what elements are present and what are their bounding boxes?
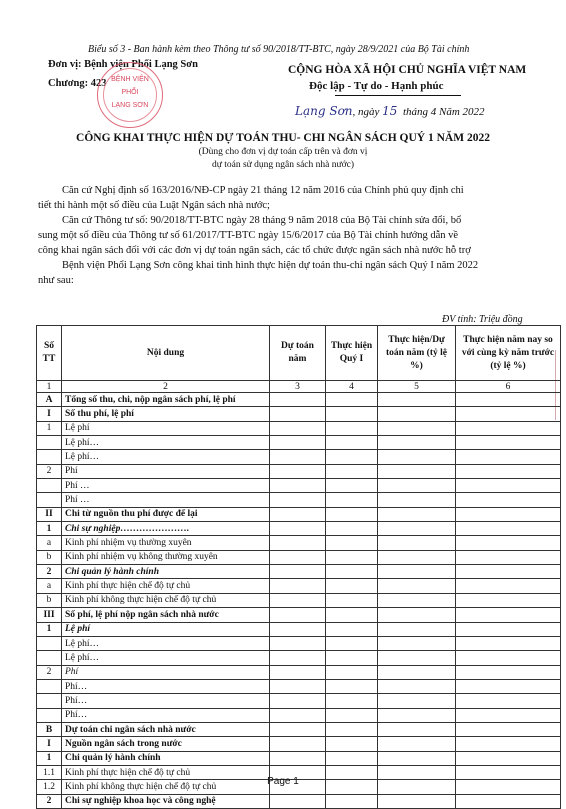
row-actual-vs-estimate (378, 622, 456, 636)
row-actual-vs-estimate (378, 464, 456, 478)
row-annual-estimate (270, 450, 326, 464)
row-annual-estimate (270, 493, 326, 507)
row-stt: 1.2 (37, 780, 62, 794)
row-annual-estimate (270, 464, 326, 478)
row-q1-actual (326, 536, 378, 550)
row-yoy (456, 507, 561, 521)
table-row (37, 708, 561, 722)
table-row (37, 393, 561, 407)
row-q1-actual (326, 479, 378, 493)
row-actual-vs-estimate (378, 579, 456, 593)
motto-underline (335, 95, 461, 96)
row-actual-vs-estimate (378, 407, 456, 421)
row-actual-vs-estimate (378, 794, 456, 808)
row-content: Kinh phí nhiệm vụ không thường xuyên (62, 550, 270, 564)
table-row (37, 579, 561, 593)
document-subtitle-2: dự toán sử dụng ngân sách nhà nước) (211, 160, 355, 170)
table-row (37, 593, 561, 607)
row-stt: 2 (37, 665, 62, 679)
row-annual-estimate (270, 507, 326, 521)
colnum-4: 4 (326, 381, 378, 393)
row-q1-actual (326, 550, 378, 564)
chapter-label: Chương: 423 (48, 78, 107, 89)
row-content: Số phí, lệ phí nộp ngân sách nhà nước (62, 608, 270, 622)
row-content: Chi quản lý hành chính (62, 751, 270, 765)
unit-name: Đơn vị: Bệnh viện Phổi Lạng Sơn (48, 59, 198, 70)
row-actual-vs-estimate (378, 708, 456, 722)
row-actual-vs-estimate (378, 593, 456, 607)
row-stt: a (37, 579, 62, 593)
table-row (37, 536, 561, 550)
row-annual-estimate (270, 536, 326, 550)
row-stt (37, 493, 62, 507)
table-row (37, 407, 561, 421)
row-annual-estimate (270, 407, 326, 421)
row-actual-vs-estimate (378, 679, 456, 693)
table-row (37, 751, 561, 765)
table-row (37, 665, 561, 679)
colnum-6: 6 (456, 381, 561, 393)
row-q1-actual (326, 651, 378, 665)
header-q1-actual: Thực hiện Quý I (326, 326, 378, 381)
row-q1-actual (326, 393, 378, 407)
table-row (37, 608, 561, 622)
row-q1-actual (326, 708, 378, 722)
row-stt: B (37, 722, 62, 736)
row-yoy (456, 679, 561, 693)
header-annual-estimate: Dự toán năm (270, 326, 326, 381)
row-yoy (456, 393, 561, 407)
row-yoy (456, 622, 561, 636)
row-content: Kinh phí không thực hiện chế độ tự chủ (62, 593, 270, 607)
table-row (37, 651, 561, 665)
row-stt: a (37, 536, 62, 550)
row-stt: A (37, 393, 62, 407)
row-actual-vs-estimate (378, 550, 456, 564)
column-number-row (37, 381, 561, 393)
row-annual-estimate (270, 737, 326, 751)
row-q1-actual (326, 608, 378, 622)
row-q1-actual (326, 694, 378, 708)
document-title: CÔNG KHAI THỰC HIỆN DỰ TOÁN THU- CHI NGÂN SÁCH QUÝ 1 NĂM 2022 (76, 132, 490, 144)
row-actual-vs-estimate (378, 737, 456, 751)
table-row (37, 450, 561, 464)
row-content: Phí (62, 665, 270, 679)
colnum-5: 5 (378, 381, 456, 393)
page-number: Page 1 (267, 776, 299, 787)
row-stt: 1 (37, 522, 62, 536)
row-stt (37, 679, 62, 693)
row-yoy (456, 464, 561, 478)
row-q1-actual (326, 436, 378, 450)
row-content: Kinh phí không thực hiện chế độ tự chủ (62, 780, 270, 794)
document-subtitle-1: (Dùng cho đơn vị dự toán cấp trên và đơn vị (198, 147, 368, 157)
colnum-3: 3 (270, 381, 326, 393)
row-annual-estimate (270, 708, 326, 722)
row-content: Chi sự nghiệp…………………. (62, 522, 270, 536)
row-yoy (456, 565, 561, 579)
row-q1-actual (326, 450, 378, 464)
row-content: Lệ phí… (62, 636, 270, 650)
row-yoy (456, 694, 561, 708)
row-yoy (456, 493, 561, 507)
header-actual-vs-estimate: Thực hiện/Dự toán năm (tỷ lệ %) (378, 326, 456, 381)
row-stt (37, 651, 62, 665)
row-yoy (456, 407, 561, 421)
row-q1-actual (326, 593, 378, 607)
row-q1-actual (326, 622, 378, 636)
table-header-row (37, 326, 561, 381)
row-q1-actual (326, 665, 378, 679)
row-yoy (456, 579, 561, 593)
row-yoy (456, 421, 561, 435)
row-yoy (456, 651, 561, 665)
paragraph-2-line-3: công khai ngân sách đối với các đơn vị dự toán ngân sách, các tổ chức được ngân sách nhà nước hỗ trợ (38, 245, 471, 256)
row-actual-vs-estimate (378, 608, 456, 622)
row-content: Tổng số thu, chi, nộp ngân sách phí, lệ phí (62, 393, 270, 407)
row-content: Kinh phí thực hiện chế độ tự chủ (62, 765, 270, 779)
table-row (37, 522, 561, 536)
motto: Độc lập - Tự do - Hạnh phúc (309, 80, 444, 92)
header-content: Nội dung (62, 326, 270, 381)
row-stt: 1.1 (37, 765, 62, 779)
row-yoy (456, 751, 561, 765)
row-yoy (456, 665, 561, 679)
row-actual-vs-estimate (378, 665, 456, 679)
row-stt: 2 (37, 565, 62, 579)
table-row (37, 694, 561, 708)
paragraph-2-line-2: sung một số điều của Thông tư số 61/2017/TT-BTC ngày 15/6/2017 của Bộ Tài chính hướng dẫn về (38, 230, 459, 241)
row-content: Phí… (62, 694, 270, 708)
row-content: Nguồn ngân sách trong nước (62, 737, 270, 751)
row-actual-vs-estimate (378, 479, 456, 493)
row-q1-actual (326, 794, 378, 808)
table-row (37, 479, 561, 493)
handwritten-day: 15 (382, 104, 398, 118)
row-actual-vs-estimate (378, 722, 456, 736)
row-annual-estimate (270, 679, 326, 693)
row-annual-estimate (270, 579, 326, 593)
table-row (37, 507, 561, 521)
handwritten-place: Lạng Sơn (295, 104, 353, 118)
table-row (37, 565, 561, 579)
row-annual-estimate (270, 651, 326, 665)
date-line: Lạng Sơn, ngày 15 tháng 4 Năm 2022 (295, 104, 485, 118)
header-stt: Số TT (37, 326, 62, 381)
row-q1-actual (326, 507, 378, 521)
row-content: Phí … (62, 479, 270, 493)
row-content: Dự toán chi ngân sách nhà nước (62, 722, 270, 736)
row-stt: b (37, 550, 62, 564)
row-yoy (456, 722, 561, 736)
table-row (37, 493, 561, 507)
row-stt: 1 (37, 751, 62, 765)
row-stt: III (37, 608, 62, 622)
paragraph-3-line-1: Bệnh viện Phổi Lạng Sơn công khai tình hình thực hiện dự toán thu-chi ngân sách Quý I năm 2022 (62, 260, 479, 271)
table-row (37, 622, 561, 636)
row-yoy (456, 550, 561, 564)
row-stt: 1 (37, 421, 62, 435)
colnum-2: 2 (62, 381, 270, 393)
row-annual-estimate (270, 665, 326, 679)
table-row (37, 550, 561, 564)
paragraph-1-line-2: tiết thi hành một số điều của Luật Ngân sách nhà nước; (38, 200, 270, 211)
table-row (37, 794, 561, 808)
row-yoy (456, 708, 561, 722)
row-q1-actual (326, 565, 378, 579)
table-row (37, 737, 561, 751)
row-q1-actual (326, 636, 378, 650)
row-yoy (456, 479, 561, 493)
row-annual-estimate (270, 550, 326, 564)
row-stt: 2 (37, 464, 62, 478)
row-q1-actual (326, 679, 378, 693)
row-yoy (456, 450, 561, 464)
header-yoy: Thực hiện năm nay so với cùng kỳ năm trước (tỷ lệ %) (456, 326, 561, 381)
row-annual-estimate (270, 722, 326, 736)
row-annual-estimate (270, 636, 326, 650)
row-annual-estimate (270, 608, 326, 622)
row-actual-vs-estimate (378, 636, 456, 650)
row-yoy (456, 608, 561, 622)
budget-table (36, 325, 561, 809)
stamp-line-2: PHỔI (121, 89, 139, 96)
row-annual-estimate (270, 751, 326, 765)
row-stt (37, 479, 62, 493)
row-q1-actual (326, 421, 378, 435)
row-actual-vs-estimate (378, 421, 456, 435)
row-content: Phí… (62, 708, 270, 722)
row-content: Lệ phí… (62, 651, 270, 665)
row-yoy (456, 536, 561, 550)
row-actual-vs-estimate (378, 565, 456, 579)
row-q1-actual (326, 751, 378, 765)
row-content: Lệ phí… (62, 436, 270, 450)
row-annual-estimate (270, 421, 326, 435)
table-body (37, 393, 561, 809)
table-row (37, 464, 561, 478)
row-actual-vs-estimate (378, 450, 456, 464)
table-row (37, 722, 561, 736)
row-stt (37, 708, 62, 722)
colnum-1: 1 (37, 381, 62, 393)
row-q1-actual (326, 579, 378, 593)
row-annual-estimate (270, 694, 326, 708)
table-row (37, 636, 561, 650)
row-content: Lệ phí… (62, 450, 270, 464)
row-q1-actual (326, 722, 378, 736)
row-content: Số thu phí, lệ phí (62, 407, 270, 421)
row-annual-estimate (270, 393, 326, 407)
row-yoy (456, 794, 561, 808)
row-stt: II (37, 507, 62, 521)
paragraph-3-line-2: như sau: (38, 275, 74, 286)
row-stt (37, 694, 62, 708)
stamp-line-3: LẠNG SƠN (111, 102, 149, 109)
row-actual-vs-estimate (378, 507, 456, 521)
row-stt (37, 436, 62, 450)
row-q1-actual (326, 464, 378, 478)
row-stt (37, 450, 62, 464)
row-content: Lệ phí (62, 421, 270, 435)
row-actual-vs-estimate (378, 694, 456, 708)
hospital-stamp (97, 62, 163, 128)
row-content: Kinh phí thực hiện chế độ tự chủ (62, 579, 270, 593)
form-note: Biểu số 3 - Ban hành kèm theo Thông tư số 90/2018/TT-BTC, ngày 28/9/2021 của Bộ Tài chính (88, 44, 470, 55)
table-row (37, 679, 561, 693)
row-actual-vs-estimate (378, 493, 456, 507)
row-annual-estimate (270, 479, 326, 493)
row-content: Phí … (62, 493, 270, 507)
nation-title: CỘNG HÒA XÃ HỘI CHỦ NGHĨA VIỆT NAM (288, 64, 527, 76)
table-row (37, 421, 561, 435)
row-content: Kinh phí nhiệm vụ thường xuyên (62, 536, 270, 550)
row-content: Phí… (62, 679, 270, 693)
table-row (37, 436, 561, 450)
row-actual-vs-estimate (378, 522, 456, 536)
stamp-line-1: BỆNH VIỆN (111, 76, 149, 83)
row-annual-estimate (270, 593, 326, 607)
row-actual-vs-estimate (378, 651, 456, 665)
row-q1-actual (326, 407, 378, 421)
row-yoy (456, 522, 561, 536)
row-yoy (456, 593, 561, 607)
row-actual-vs-estimate (378, 436, 456, 450)
row-actual-vs-estimate (378, 751, 456, 765)
row-stt: b (37, 593, 62, 607)
row-content: Chi sự nghiệp khoa học và công nghệ (62, 794, 270, 808)
row-annual-estimate (270, 436, 326, 450)
row-content: Chi quản lý hành chính (62, 565, 270, 579)
row-q1-actual (326, 522, 378, 536)
row-content: Lệ phí (62, 622, 270, 636)
row-stt (37, 636, 62, 650)
row-yoy (456, 436, 561, 450)
paragraph-1-line-1: Căn cứ Nghị định số 163/2016/NĐ-CP ngày 21 tháng 12 năm 2016 của Chính phủ quy định chi (62, 185, 464, 196)
row-actual-vs-estimate (378, 393, 456, 407)
row-content: Phí (62, 464, 270, 478)
paragraph-2-line-1: Căn cứ Thông tư số: 90/2018/TT-BTC ngày 28 tháng 9 năm 2018 của Bộ Tài chính sửa đổi, bổ (62, 215, 462, 226)
row-stt: 2 (37, 794, 62, 808)
row-annual-estimate (270, 622, 326, 636)
row-q1-actual (326, 493, 378, 507)
row-annual-estimate (270, 794, 326, 808)
row-stt: 1 (37, 622, 62, 636)
row-stt: I (37, 407, 62, 421)
row-stt: I (37, 737, 62, 751)
row-actual-vs-estimate (378, 536, 456, 550)
row-q1-actual (326, 737, 378, 751)
row-annual-estimate (270, 522, 326, 536)
unit-note: ĐV tính: Triệu đồng (442, 314, 523, 325)
row-annual-estimate (270, 565, 326, 579)
row-yoy (456, 737, 561, 751)
row-content: Chi từ nguồn thu phí được để lại (62, 507, 270, 521)
row-yoy (456, 636, 561, 650)
